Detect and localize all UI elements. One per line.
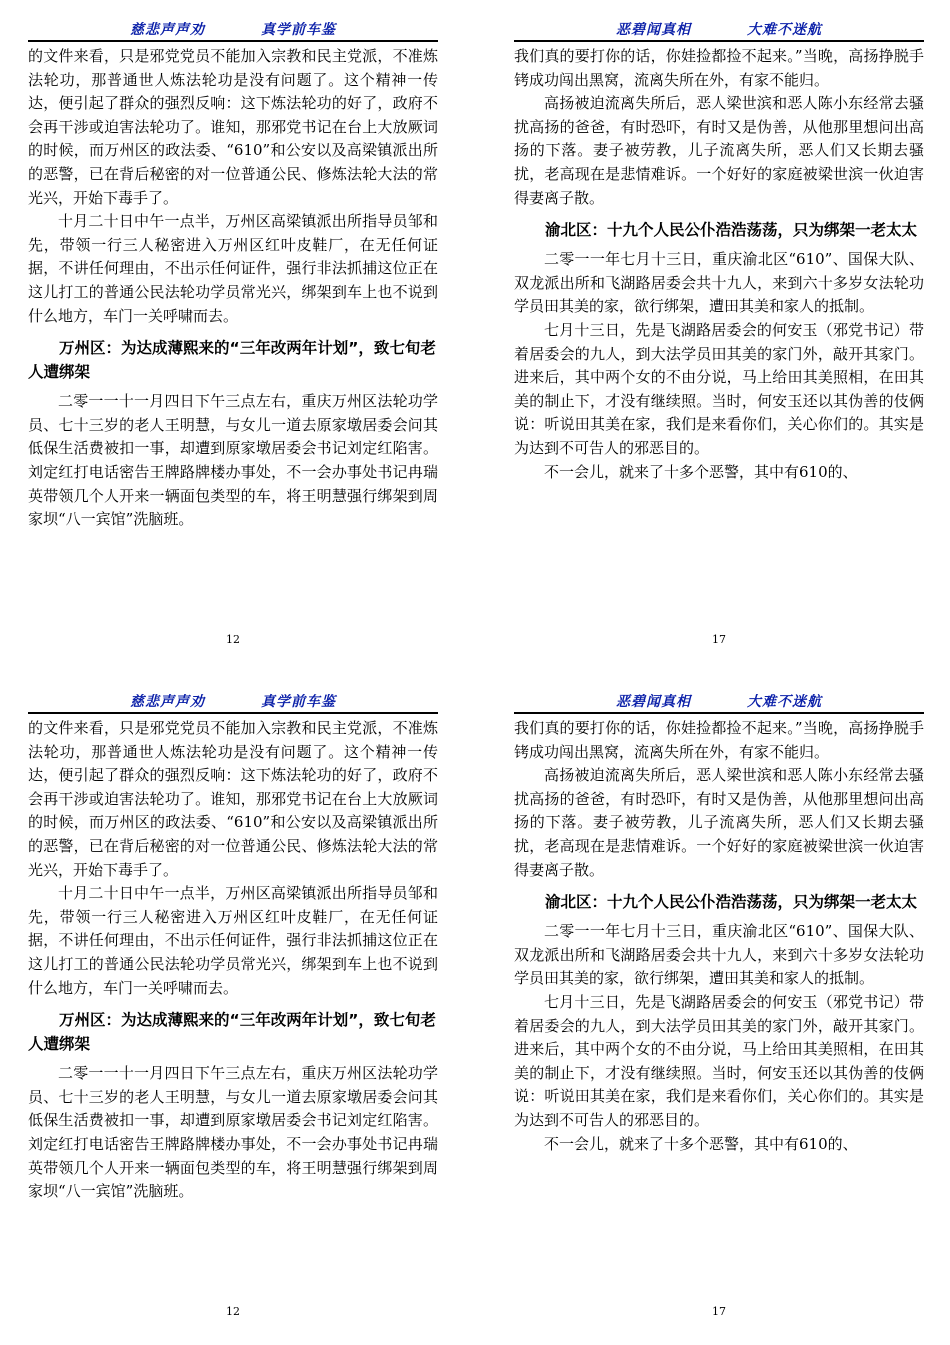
page-body xyxy=(28,42,438,532)
header-right-text: 真学前车鉴 xyxy=(261,22,336,38)
page-number: 17 xyxy=(712,633,726,646)
header-left-text: 慈悲声声劝 xyxy=(130,694,205,710)
page-number: 12 xyxy=(226,633,240,646)
page-header xyxy=(514,690,924,714)
paragraph: 我们真的要打你的话，你娃捡都捡不起来。”当晚，高扬挣脱手铐成功闯出黑窝，流离失所在外，有家不能归。 xyxy=(514,719,924,761)
page-bottom-left xyxy=(28,690,438,1318)
page-header xyxy=(28,18,438,42)
page-number: 12 xyxy=(226,1305,240,1318)
paragraph: 二零一一年七月十三日，重庆渝北区“610”、国保大队、双龙派出所和飞湖路居委会共十九人，来到六十多岁女法轮功学员田其美的家，欲行绑架，遭田其美和家人的抵制。 xyxy=(514,250,924,316)
page-body xyxy=(28,714,438,1204)
section-heading: 渝北区：十九个人民公仆浩浩荡荡，只为绑架一老太太 xyxy=(545,893,918,912)
paragraph: 不一会儿，就来了十多个恶警，其中有610的、 xyxy=(544,1134,858,1153)
header-left-text: 慈悲声声劝 xyxy=(130,22,205,38)
section-heading: 万州区：为达成薄熙来的“三年改两年计划”，致七旬老人遭绑架 xyxy=(28,1011,436,1054)
paragraph: 二零一一十一月四日下午三点左右，重庆万州区法轮功学员、七十三岁的老人王明慧，与女儿一道去原家墩居委会问其低保生活费被扣一事，却遭到原家墩居委会书记刘定红陷害。刘定红打电话密告王牌路牌楼办事处，不一会办事处书记冉瑞英带领几个人开来一辆面包类型的车，将王明慧强行绑架到周家坝“八一宾馆”洗脑班。 xyxy=(28,392,438,529)
page-top-left xyxy=(28,18,438,646)
paragraph: 二零一一年七月十三日，重庆渝北区“610”、国保大队、双龙派出所和飞湖路居委会共十九人，来到六十多岁女法轮功学员田其美的家，欲行绑架，遭田其美和家人的抵制。 xyxy=(514,922,924,988)
paragraph: 七月十三日，先是飞湖路居委会的何安玉（邪党书记）带着居委会的九人，到大法学员田其美的家门外，敲开其家门。进来后，其中两个女的不由分说，马上给田其美照相，在田其美的制止下，才没有继续照。当时，何安玉还以其伪善的伎俩说：听说田其美在家，我们是来看你们，关心你们的。其实是为达到不可告人的邪恶目的。 xyxy=(514,320,924,457)
paragraph: 的文件来看，只是邪党党员不能加入宗教和民主党派，不准炼法轮功，那普通世人炼法轮功是没有问题了。这个精神一传达，便引起了群众的强烈反响：这下炼法轮功的好了，政府不会再干涉或迫害法轮功了。谁知，那邪党书记在台上大放厥词的时候，而万州区的政法委、“610”和公安以及高梁镇派出所的恶警，已在背后秘密的对一位普通公民、修炼法轮大法的常光兴，开始下毒手了。 xyxy=(28,719,438,879)
paragraph: 我们真的要打你的话，你娃捡都捡不起来。”当晚，高扬挣脱手铐成功闯出黑窝，流离失所在外，有家不能归。 xyxy=(514,47,924,89)
page-body xyxy=(514,42,924,484)
header-right-text: 大难不迷航 xyxy=(747,22,822,38)
page-header xyxy=(28,690,438,714)
header-right-text: 大难不迷航 xyxy=(747,694,822,710)
header-left-text: 恶碧闻真相 xyxy=(616,22,691,38)
header-right-text: 真学前车鉴 xyxy=(261,694,336,710)
header-left-text: 恶碧闻真相 xyxy=(616,694,691,710)
paragraph: 七月十三日，先是飞湖路居委会的何安玉（邪党书记）带着居委会的九人，到大法学员田其美的家门外，敲开其家门。进来后，其中两个女的不由分说，马上给田其美照相，在田其美的制止下，才没有继续照。当时，何安玉还以其伪善的伎俩说：听说田其美在家，我们是来看你们，关心你们的。其实是为达到不可告人的邪恶目的。 xyxy=(514,992,924,1129)
section-heading: 渝北区：十九个人民公仆浩浩荡荡，只为绑架一老太太 xyxy=(545,221,918,240)
page-bottom-right xyxy=(514,690,924,1318)
paragraph: 十月二十日中午一点半，万州区高梁镇派出所指导员邹和先，带领一行三人秘密进入万州区红叶皮鞋厂，在无任何证据，不讲任何理由，不出示任何证件，强行非法抓捕这位正在这儿打工的普通公民法轮功学员常光兴，绑架到车上也不说到什么地方，车门一关呼啸而去。 xyxy=(28,884,438,997)
page-number: 17 xyxy=(712,1305,726,1318)
page-top-right xyxy=(514,18,924,646)
paragraph: 的文件来看，只是邪党党员不能加入宗教和民主党派，不准炼法轮功，那普通世人炼法轮功是没有问题了。这个精神一传达，便引起了群众的强烈反响：这下炼法轮功的好了，政府不会再干涉或迫害法轮功了。谁知，那邪党书记在台上大放厥词的时候，而万州区的政法委、“610”和公安以及高梁镇派出所的恶警，已在背后秘密的对一位普通公民、修炼法轮大法的常光兴，开始下毒手了。 xyxy=(28,47,438,207)
page-body xyxy=(514,714,924,1156)
paragraph: 高扬被迫流离失所后，恶人梁世滨和恶人陈小东经常去骚扰高扬的爸爸，有时恐吓，有时又是伪善，从他那里想问出高扬的下落。妻子被劳教，儿子流离失所，恶人们又长期去骚扰，老高现在是悲情难诉。一个好好的家庭被梁世滨一伙迫害得妻离子散。 xyxy=(514,766,924,879)
paragraph: 高扬被迫流离失所后，恶人梁世滨和恶人陈小东经常去骚扰高扬的爸爸，有时恐吓，有时又是伪善，从他那里想问出高扬的下落。妻子被劳教，儿子流离失所，恶人们又长期去骚扰，老高现在是悲情难诉。一个好好的家庭被梁世滨一伙迫害得妻离子散。 xyxy=(514,94,924,207)
paragraph: 二零一一十一月四日下午三点左右，重庆万州区法轮功学员、七十三岁的老人王明慧，与女儿一道去原家墩居委会问其低保生活费被扣一事，却遭到原家墩居委会书记刘定红陷害。刘定红打电话密告王牌路牌楼办事处，不一会办事处书记冉瑞英带领几个人开来一辆面包类型的车，将王明慧强行绑架到周家坝“八一宾馆”洗脑班。 xyxy=(28,1064,438,1201)
paragraph: 十月二十日中午一点半，万州区高梁镇派出所指导员邹和先，带领一行三人秘密进入万州区红叶皮鞋厂，在无任何证据，不讲任何理由，不出示任何证件，强行非法抓捕这位正在这儿打工的普通公民法轮功学员常光兴，绑架到车上也不说到什么地方，车门一关呼啸而去。 xyxy=(28,212,438,325)
page-header xyxy=(514,18,924,42)
paragraph: 不一会儿，就来了十多个恶警，其中有610的、 xyxy=(544,462,858,481)
section-heading: 万州区：为达成薄熙来的“三年改两年计划”，致七旬老人遭绑架 xyxy=(28,339,436,382)
